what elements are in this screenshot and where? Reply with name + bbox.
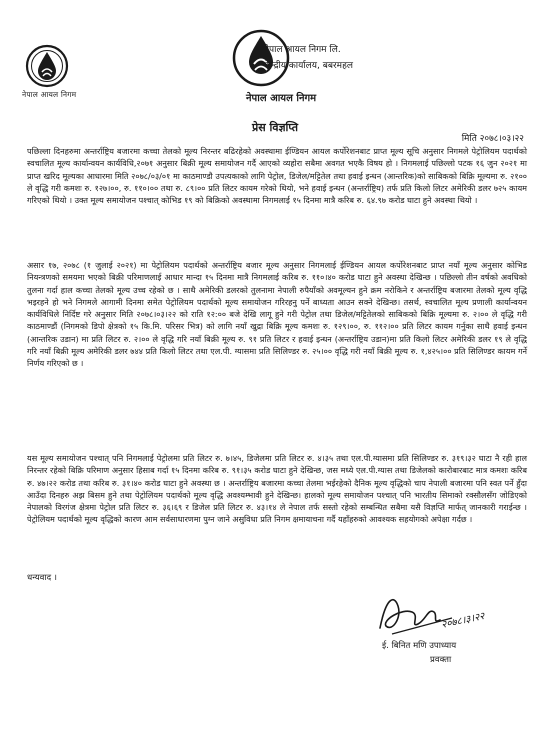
letterhead [226, 20, 376, 110]
logo-caption: नेपाल आयल निगम [22, 90, 77, 99]
closing-text: धन्यवाद । [27, 573, 58, 583]
emblem-caption: नेपाल आयल निगम [246, 93, 317, 104]
document-date: मिति २०७८।०३।२२ [461, 134, 524, 144]
body-paragraph: यस मूल्य समायोजन पश्चात् पनि निगमलाई पेट्रोलमा प्रति लिटर रु. ७।४५, डिजेलमा प्रति लिटर रु. ४।३५ तथा एल.पी.ग्यासमा प्रति सिलिण्डर रु. ३१९।३२ घाटा नै रही हाल निरन्तर रहेको बिक्रि परिमाण अनुसार हिसाब गर्दा १५ दिनमा करिब रु. ९१।३५ करोड घाटा हुने देखिन्छ, जस मध्ये एल.पी.ग्यास तथा डिजेलको कारोबारबाट मात्र कमशः करिब रु. ४७।२२ करोड तथा करिब रु. ३१।४० करोड घाटा हुने अवस्था छ । अन्तर्राष्ट्रिय बजारमा कच्चा तेलमा भईरहेको दैनिक मूल्य वृद्धिको चाप नेपाली बजारमा पनि स्वत पर्ने हुँदा आउँदा दिनहरु अझ बिसम हुने तथा पेट्रोलियम पदार्थको मूल्य वृद्धि अवश्यम्भावी हुने देखिन्छ। हालको मूल्य समायोजन पश्चात् पनि भारतीय सिमाको रक्सौलसँग जोडिएको नेपालको विरगंज क्षेत्रमा पेट्रोल प्रति लिटर रु. ३६।६९ र डिजेल प्रति लिटर रु. ४३।१४ ले नेपाल तर्फ सस्तो रहेको सम्बन्धित सबैमा यसै विज्ञप्ति मार्फत् जानकारी गराईन्छ । पेट्रोलियम पदार्थको मूल्य वृद्धिको कारण आम सर्वसाधारणमा पुग्न जाने असुविधा प्रति निगम क्षमायाचना गर्दै यहाँहरुको आवश्यक सहयोगको अपेक्षा गर्दछ । [27, 453, 527, 525]
body-paragraph: पछिल्ला दिनहरुमा अन्तर्राष्ट्रिय बजारमा कच्चा तेलको मूल्य निरन्तर बढिरहेको अवस्थामा ईण्डियन आयल कर्पोरेशनबाट प्राप्त मूल्य सूचि अनुसार निगमले पेट्रोलियम पदार्थको स्वचालित मूल्य कार्यान्वयन कार्यविधि,२०७१ अनुसार बिक्री मूल्य समायोजन गर्दै आएको व्यहोरा सबैमा अवगत भएकै विषय हो । निगमलाई पछिल्लो पटक १६ जुन २०२१ मा प्राप्त खरिद मूल्यका आधारमा मिति २०७८/०३/०१ मा काठमाण्डौ उपत्यकाको लागि पेट्रोल, डिजेल/मट्टितेल तथा हवाई इन्धन (आन्तरिक)को साबिकको बिक्रि मूल्यमा रु. २१०० ले वृद्धि गरी कमशः रु. १२७।००, रु. ११०।०० तथा रु. ८९।०० प्रति लिटर कायम गरेको थियो, भने हवाई इन्धन (अन्तर्राष्ट्रिय) तर्फ प्रति किलो लिटर अमेरिकी डलर ७२५ कायम गरिएको थियो । उक्त मूल्य समायोजन पश्चात् कोभिड १९ को बिक्रिको अवस्थामा निगमलाई १५ दिनमा मात्रै करिब रु. ६४.९७ करोड घाटा हुने अवस्था थियो । [27, 146, 527, 206]
org-logo [22, 44, 77, 100]
signer-name: ई. बिनित मणि उपाध्याय [382, 641, 457, 651]
body-paragraph: असार १७, २०७८ (१ जुलाई २०२१) मा पेट्रोलियम पदार्थको अन्तर्राष्ट्रिय बजार मूल्य अनुसार निगमलाई ईण्डियन आयल कर्पोरेशनबाट प्राप्त नयाँ मूल्य अनुसार कोभिड नियन्त्रणको समयमा भएको बिक्री परिमाणलाई आधार मान्दा १५ दिनमा मात्रै निगमलाई करिब रु. ११०।४० करोड घाटा हुने अवस्था देखिन्छ । पछिल्लो तीन वर्षको अवधिको तुलना गर्दा हाल कच्चा तेलको मूल्य उच्च रहेको छ । साथै अमेरिकी डलरको तुलनामा नेपाली रुपैयाँको अवमूल्यन हुने क्रम नरोकिने र अन्तर्राष्ट्रिय बजारमा तेलको मूल्य वृद्धि भइरहने हो भने निगमले आगामी दिनमा समेत पेट्रोलियम पदार्थको मूल्य समायोजन गरिरहनु पर्ने बाध्यता आउन सक्ने देखिन्छ। तसर्थ, स्वचालित मूल्य प्रणाली कार्यान्वयन कार्यविधिले निर्दिष्ट गरे अनुसार मिति २०७८।०३।२२ को राति १२:०० बजे देखि लागू हुने गरी पेट्रोल तथा डिजेल/मट्टितेलको साबिकको बिक्रि मूल्यमा रु. २।०० ले वृद्धि गरी काठमाण्डौं (निगमको डिपो क्षेत्रको १५ कि.मि. परिसर भित्र) को लागि नयाँ खुद्रा बिक्रि मूल्य कमशः रु. १२९।००, रु. ११२।०० प्रति लिटर कायम गर्नुका साथै हवाई इन्धन (आन्तरिक उडान) मा प्रति लिटर रु. २।०० ले वृद्धि गरि नयाँ बिक्री मूल्य रु. ९१ प्रति लिटर र हवाई इन्धन (अन्तर्राष्ट्रिय उडान)मा प्रति किलो लिटर अमेरिकी डलर १९ ले वृद्धि गरि नयाँ बिक्री मूल्य अमेरिकी डलर ७४४ प्रति किलो लिटर तथा एल.पी. ग्यासमा प्रति सिलिण्डर रु. २५।०० वृद्धि गरी नयाँ बिक्री मूल्य रु. १,४२५।०० प्रति सिलिण्डर कायम गर्ने निर्णय गरिएको छ । [27, 260, 527, 369]
org-address-line: केन्द्रीय कार्यालय, बबरमहल [264, 61, 353, 71]
signer-role: प्रवक्ता [430, 655, 452, 665]
signature-date: २०७८।३।२२ [440, 611, 486, 631]
handwritten-signature [372, 588, 522, 640]
oil-drop-logo-icon [25, 44, 69, 88]
document-title: प्रेस विज्ञप्ति [251, 121, 299, 134]
org-name-line: नेपाल आयल निगम लि. [264, 45, 341, 55]
